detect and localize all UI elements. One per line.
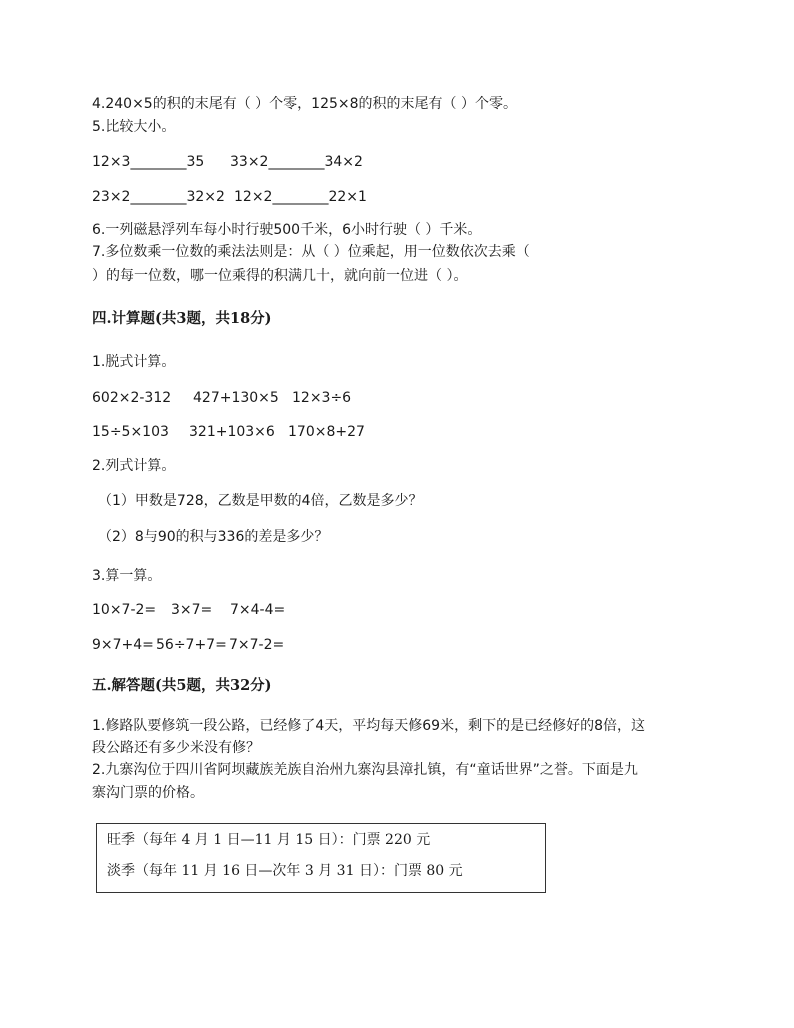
price-peak-season: 旺季（每年 4 月 1 日—11 月 15 日）：门票 220 元	[107, 832, 431, 848]
calc-q2-a: （1）甲数是728，乙数是甲数的4倍，乙数是多少？	[98, 493, 423, 509]
expression: 321+103×6	[189, 424, 275, 440]
compare-item: 33×2________34×2	[230, 154, 363, 170]
expression: 9×7+4=	[92, 637, 154, 653]
price-off-season: 淡季（每年 11 月 16 日—次年 3 月 31 日）：门票 80 元	[107, 863, 463, 879]
calc-q3-title: 3.算一算。	[92, 568, 162, 584]
expression: 10×7-2=	[92, 602, 157, 618]
calc-q2-b: （2）8与90的积与336的差是多少？	[98, 529, 329, 545]
question-7-line-1: 7.多位数乘一位数的乘法法则是：从（ ）位乘起，用一位数依次去乘（	[92, 244, 530, 260]
compare-item: 12×3________35	[92, 154, 205, 170]
question-6: 6.一列磁悬浮列车每小时行驶500千米，6小时行驶（ ）千米。	[92, 222, 482, 238]
expression: 15÷5×103	[92, 424, 169, 440]
problem-1-line-2: 段公路还有多少米没有修？	[92, 740, 260, 756]
question-7-line-2: ）的每一位数，哪一位乘得的积满几十，就向前一位进（ ）。	[92, 268, 468, 284]
compare-item: 23×2________32×2	[92, 189, 225, 205]
problem-1-line-1: 1.修路队要修筑一段公路，已经修了4天，平均每天修69米，剩下的是已经修好的8倍，这	[92, 718, 645, 734]
expression: 427+130×5	[193, 390, 279, 406]
ticket-price-box	[96, 823, 546, 893]
section-5-heading: 五.解答题(共5题，共32分)	[92, 677, 272, 694]
calc-q2-title: 2.列式计算。	[92, 458, 176, 474]
expression: 7×7-2=	[229, 637, 285, 653]
problem-2-line-2: 寨沟门票的价格。	[92, 785, 204, 801]
problem-2-line-1: 2.九寨沟位于四川省阿坝藏族羌族自治州九寨沟县漳扎镇，有“童话世界”之誉。下面是九	[92, 762, 638, 778]
compare-item: 12×2________22×1	[234, 189, 367, 205]
expression: 3×7=	[171, 602, 213, 618]
expression: 7×4-4=	[230, 602, 286, 618]
question-4: 4.240×5的积的末尾有（ ）个零，125×8的积的末尾有（ ）个零。	[92, 96, 517, 112]
section-4-heading: 四.计算题(共3题，共18分)	[92, 310, 272, 327]
expression: 170×8+27	[288, 424, 365, 440]
calc-q1-title: 1.脱式计算。	[92, 354, 176, 370]
expression: 602×2-312	[92, 390, 172, 406]
question-5-title: 5.比较大小。	[92, 119, 176, 135]
expression: 12×3÷6	[292, 390, 352, 406]
expression: 56÷7+7=	[156, 637, 227, 653]
